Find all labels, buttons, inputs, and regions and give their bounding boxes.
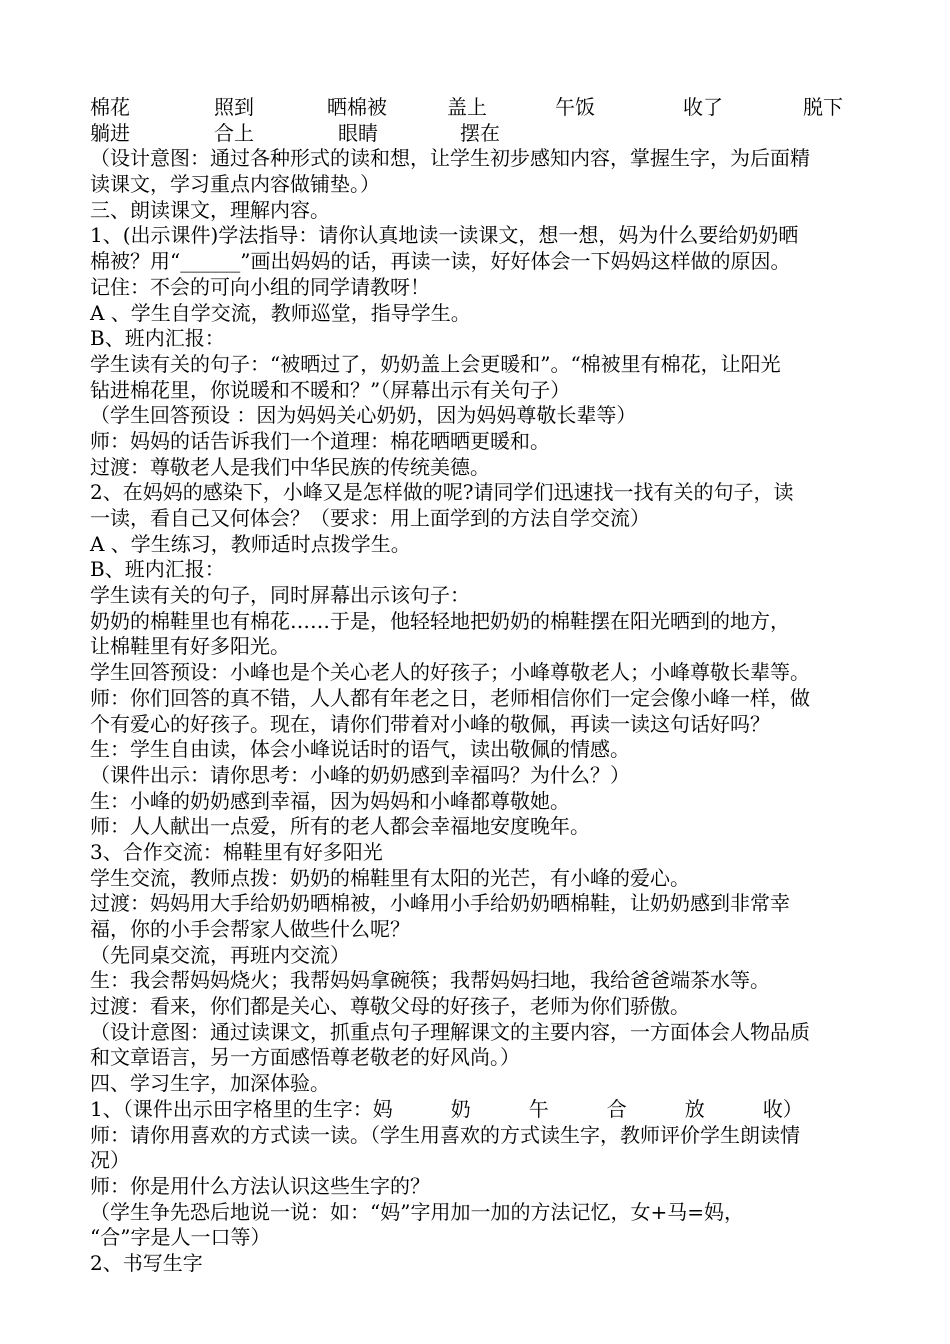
char-list-prefix: 1、（课件出示田字格里的生字： — [90, 1096, 373, 1121]
text-line: B、班内汇报： — [90, 326, 225, 351]
text-line: 师：请你用喜欢的方式读一读。（学生用喜欢的方式读生字，教师评价学生朗读情 — [90, 1122, 800, 1147]
text-line: A 、学生练习，教师适时点拨学生。 — [90, 531, 411, 556]
word: 眼睛 — [338, 120, 378, 145]
word: 盖上 — [447, 95, 487, 119]
word: 躺进 — [90, 120, 130, 145]
char: 妈 — [372, 1096, 393, 1121]
text-line: 过渡：看来，你们都是关心、尊敬父母的好孩子，老师为你们骄傲。 — [90, 994, 690, 1019]
text-line: 三、朗读课文，理解内容。 — [90, 197, 330, 222]
text-line: （设计意图：通过读课文，抓重点句子理解课文的主要内容，一方面体会人物品质 — [90, 1019, 810, 1044]
text-line: 生：小峰的奶奶感到幸福，因为妈妈和小峰都尊敬她。 — [90, 788, 570, 813]
text-line: 钻进棉花里，你说暖和不暖和？”（屏幕出示有关句子） — [90, 377, 571, 402]
text-line: 况） — [90, 1148, 130, 1173]
text-line: 师：妈妈的话告诉我们一个道理：棉花晒晒更暖和。 — [90, 428, 550, 453]
text-line: B、班内汇报： — [90, 557, 225, 582]
text-line: 2、书写生字 — [90, 1250, 203, 1275]
text-line: 学生回答预设：小峰也是个关心老人的好孩子；小峰尊敬老人；小峰尊敬长辈等。 — [90, 660, 810, 685]
text-line: 四、学习生字，加深体验。 — [90, 1071, 330, 1096]
word: 摆在 — [460, 120, 500, 145]
text-line: 过渡：尊敬老人是我们中华民族的传统美德。 — [90, 454, 490, 479]
text-line: 一读，看自己又何体会？（要求：用上面学到的方法自学交流） — [90, 506, 650, 530]
word: 午饭 — [555, 95, 595, 119]
text-line: 生：我会帮妈妈烧火；我帮妈妈拿碗筷；我帮妈妈扫地，我给爸爸端茶水等。 — [90, 968, 770, 993]
char: 午 — [528, 1096, 549, 1121]
text-line: 学生交流，教师点拨：奶奶的棉鞋里有太阳的光芒，有小峰的爱心。 — [90, 865, 690, 890]
word-row-1 — [90, 95, 870, 121]
text-line: 奶奶的棉鞋里也有棉花……于是，他轻轻地把奶奶的棉鞋摆在阳光晒到的地方， — [90, 608, 790, 633]
text-line: 让棉鞋里有好多阳光。 — [90, 634, 290, 659]
text-line: 生：学生自由读，体会小峰说话时的语气，读出敬佩的情感。 — [90, 737, 630, 762]
text-line: 2、在妈妈的感染下，小峰又是怎样做的呢?请同学们迅速找一找有关的句子，读 — [90, 480, 794, 505]
document-body — [90, 95, 870, 1277]
word-row-2 — [90, 121, 870, 147]
text-line: （课件出示：请你思考：小峰的奶奶感到幸福吗？为什么？） — [90, 762, 630, 787]
word: 脱下 — [803, 95, 843, 119]
char: 放 — [684, 1096, 705, 1121]
text-line: 师：人人献出一点爱，所有的老人都会幸福地安度晚年。 — [90, 814, 590, 839]
text-line: 和文章语言，另一方面感悟尊老敬老的好风尚。） — [90, 1045, 520, 1070]
text-line: 1、(出示课件)学法指导：请你认真地读一读课文，想一想，妈为什么要给奶奶晒 — [90, 223, 799, 248]
char-list-line — [90, 1097, 870, 1123]
text-line: 学生读有关的句子：“被晒过了，奶奶盖上会更暖和”。“棉被里有棉花，让阳光 — [90, 351, 781, 376]
text-line: 师：你是用什么方法认识这些生字的？ — [90, 1173, 430, 1198]
text-line: 记住：不会的可向小组的同学请教呀！ — [90, 274, 430, 299]
text-line: 个有爱心的好孩子。现在，请你们带着对小峰的敬佩，再读一读这句话好吗？ — [90, 711, 770, 736]
text-line: 师：你们回答的真不错，人人都有年老之日，老师相信你们一定会像小峰一样，做 — [90, 685, 810, 710]
word: 照到 — [214, 95, 254, 119]
text-line: （学生回答预设 ：因为妈妈关心奶奶，因为妈妈尊敬长辈等） — [90, 403, 637, 428]
char: 合 — [606, 1096, 627, 1121]
char: 收） — [762, 1096, 803, 1121]
text-line: （先同桌交流，再班内交流） — [90, 942, 350, 967]
text-line: A 、学生自学交流，教师巡堂，指导学生。 — [90, 300, 471, 325]
word: 合上 — [214, 120, 254, 145]
char: 奶 — [450, 1096, 471, 1121]
word: 收了 — [683, 95, 723, 119]
word: 晒棉被 — [327, 95, 387, 119]
word: 棉花 — [90, 95, 130, 119]
text-line: 福，你的小手会帮家人做些什么呢？ — [90, 917, 410, 941]
text-line: 读课文，学习重点内容做铺垫。） — [90, 172, 380, 197]
text-line: 学生读有关的句子，同时屏幕出示该句子： — [90, 583, 470, 608]
text-line: （学生争先恐后地说一说：如：“妈”字用加一加的方法记忆，女+马=妈， — [90, 1199, 744, 1224]
text-line: 3、合作交流：棉鞋里有好多阳光 — [90, 839, 383, 864]
text-line: 棉被？用“______”画出妈妈的话，再读一读，好好体会一下妈妈这样做的原因。 — [90, 249, 791, 274]
text-line: （设计意图：通过各种形式的读和想，让学生初步感知内容，掌握生字，为后面精 — [90, 146, 810, 171]
text-line: 过渡：妈妈用大手给奶奶晒棉被，小峰用小手给奶奶晒棉鞋，让奶奶感到非常幸 — [90, 891, 790, 916]
text-line: “合”字是人一口等） — [90, 1225, 271, 1250]
